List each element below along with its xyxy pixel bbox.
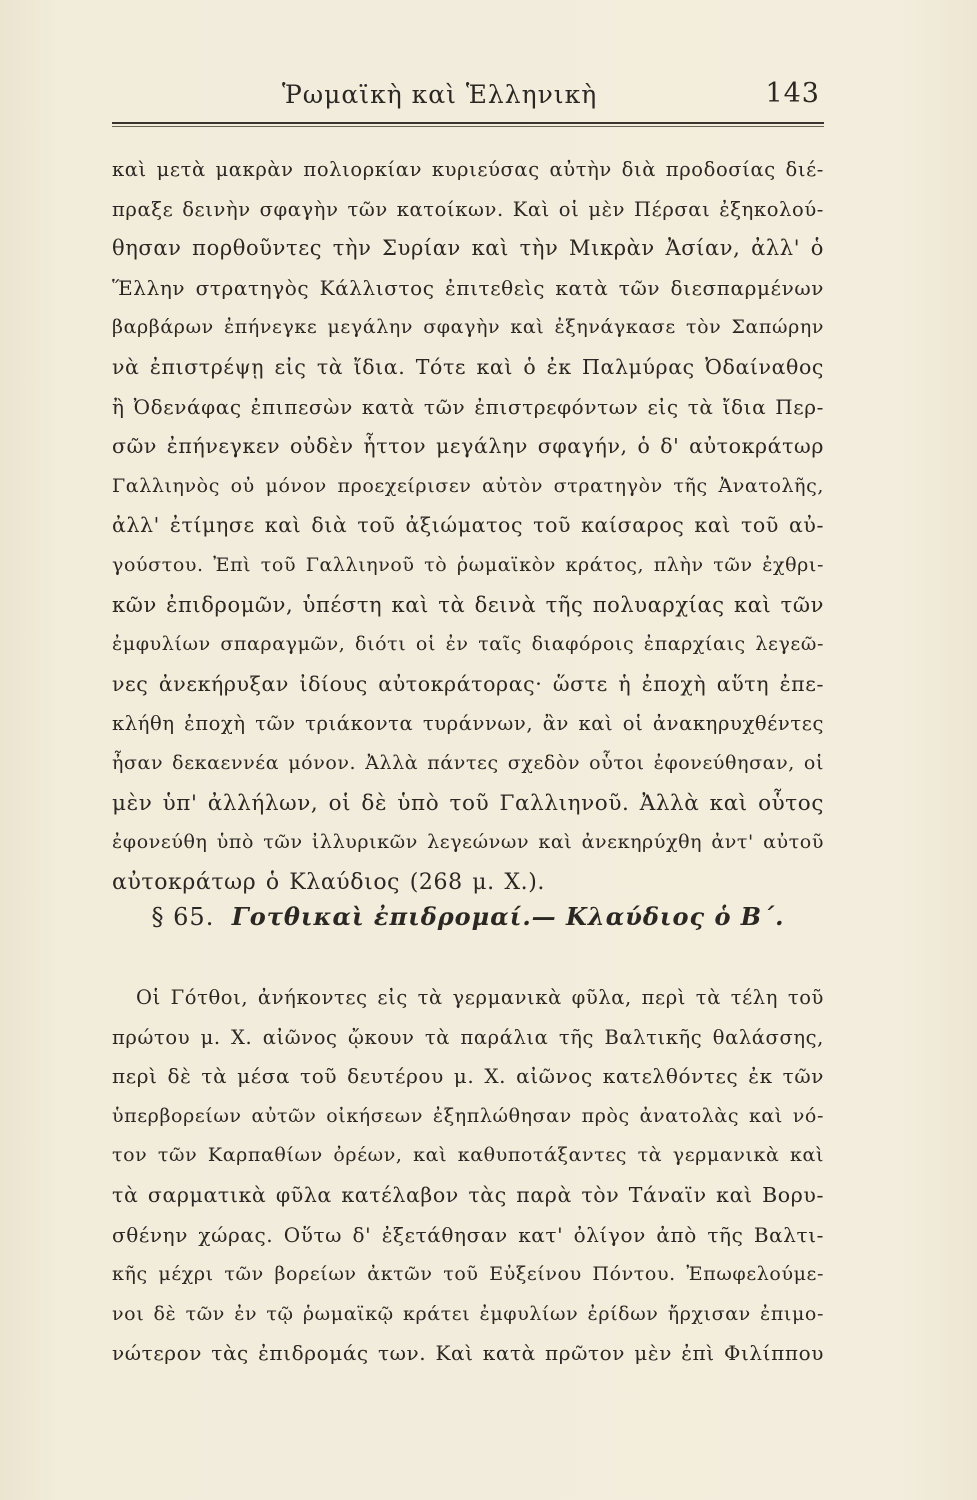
header-rule [112,122,824,124]
text-line: ὑπερβορείων αὐτῶν οἰκήσεων ἐξηπλώθησαν πρὸς ἀνατολὰς καὶ νό- [112,1104,824,1127]
text-line: νες ἀνεκήρυξαν ἰδίους αὐτοκράτορας· ὥστε ἡ ἐποχὴ αὕτη ἐπε- [112,671,824,696]
text-line: Γαλλιηνὸς οὐ μόνον προεχείρισεν αὐτὸν στρατηγὸν τῆς Ἀνατολῆς, [112,474,824,497]
text-line: κλήθη ἐποχὴ τῶν τριάκοντα τυράννων, ἂν καὶ οἱ ἀνακηρυχθέντες [112,712,824,736]
section-heading [112,902,824,931]
header-rule-thin [112,126,824,127]
text-line: θησαν πορθοῦντες τὴν Συρίαν καὶ τὴν Μικρὰν Ἀσίαν, ἀλλ' ὁ [112,236,824,261]
text-line: κῆς μέχρι τῶν βορείων ἀκτῶν τοῦ Εὐξείνου Πόντου. Ἐπωφελούμε- [112,1263,824,1286]
text-line: ἢ Ὀδενάφας ἐπιπεσὼν κατὰ τῶν ἐπιστρεφόντων εἰς τὰ ἴδια Περ- [112,394,824,419]
text-line: περὶ δὲ τὰ μέσα τοῦ δευτέρου μ. Χ. αἰῶνος κατελθόντες ἐκ τῶν [112,1064,824,1089]
text-line: τὰ σαρματικὰ φῦλα κατέλαβον τὰς παρὰ τὸν Τάναϊν καὶ Βορυ- [112,1182,824,1207]
text-line: γούστου. Ἐπὶ τοῦ Γαλλιηνοῦ τὸ ῥωμαϊκὸν κράτος, πλὴν τῶν ἐχθρι- [112,553,824,576]
paragraph-1 [112,150,824,902]
text-line: πραξε δεινὴν σφαγὴν τῶν κατοίκων. Καὶ οἱ μὲν Πέρσαι ἐξηκολού- [112,197,824,221]
section-symbol: § 65. [151,903,215,931]
text-line: πρώτου μ. Χ. αἰῶνος ᾤκουν τὰ παράλια τῆς Βαλτικῆς θαλάσσης, [112,1025,824,1049]
text-line: καὶ μετὰ μακρὰν πολιορκίαν κυριεύσας αὐτὴν διὰ προδοσίας διέ- [112,158,824,181]
text-line: νὰ ἐπιστρέψῃ εἰς τὰ ἴδια. Τότε καὶ ὁ ἐκ Παλμύρας Ὀδαίναθος [112,354,824,379]
paragraph-2 [112,978,824,1374]
text-line: νοι δὲ τῶν ἐν τῷ ῥωμαϊκῷ κράτει ἐμφυλίων ἐρίδων ἤρχισαν ἐπιμο- [112,1302,824,1325]
text-line: ἐμφυλίων σπαραγμῶν, διότι οἱ ἐν ταῖς διαφόροις ἐπαρχίαις λεγεῶ- [112,633,824,656]
section-title: Γοτθικαὶ ἐπιδρομαί.— Κλαύδιος ὁ Β΄. [231,902,785,931]
text-line: σῶν ἐπήνεγκεν οὐδὲν ἧττον μεγάλην σφαγήν, ὁ δ' αὐτοκράτωρ [112,434,824,459]
text-line: τον τῶν Καρπαθίων ὀρέων, καὶ καθυποτάξαντες τὰ γερμανικὰ καὶ [112,1144,824,1167]
page-number: 143 [765,78,820,109]
text-line: σθένην χώρας. Οὕτω δ' ἐξετάθησαν κατ' ὀλίγον ἀπὸ τῆς Βαλτι- [112,1222,824,1247]
text-line: Ἕλλην στρατηγὸς Κάλλιστος ἐπιτεθεὶς κατὰ τῶν διεσπαρμένων [112,275,824,300]
text-line: βαρβάρων ἐπήνεγκε μεγάλην σφαγὴν καὶ ἐξηνάγκασε τὸν Σαπώρην [112,316,824,339]
text-line: μὲν ὑπ' ἀλλήλων, οἱ δὲ ὑπὸ τοῦ Γαλλιηνοῦ. Ἀλλὰ καὶ οὗτος [112,790,824,816]
running-title: Ῥωμαϊκὴ καὶ Ἑλληνικὴ [282,80,598,109]
text-line: ἀλλ' ἐτίμησε καὶ διὰ τοῦ ἀξιώματος τοῦ καίσαρος καὶ τοῦ αὐ- [112,513,824,538]
text-line: ἦσαν δεκαεννέα μόνον. Ἀλλὰ πάντες σχεδὸν οὗτοι ἐφονεύθησαν, οἱ [112,751,824,774]
text-line: Οἱ Γότθοι, ἀνήκοντες εἰς τὰ γερμανικὰ φῦλα, περὶ τὰ τέλη τοῦ [136,986,824,1009]
page-header [112,78,824,118]
text-line: νώτερον τὰς ἐπιδρομάς των. Καὶ κατὰ πρῶτον μὲν ἐπὶ Φιλίππου [112,1341,824,1366]
text-line: ἐφονεύθη ὑπὸ τῶν ἰλλυρικῶν λεγεώνων καὶ ἀνεκηρύχθη ἀντ' αὐτοῦ [112,831,824,854]
text-line: κῶν ἐπιδρομῶν, ὑπέστη καὶ τὰ δεινὰ τῆς πολυαρχίας καὶ τῶν [112,592,824,617]
text-line: αὐτοκράτωρ ὁ Κλαύδιος (268 μ. Χ.). [112,869,545,895]
